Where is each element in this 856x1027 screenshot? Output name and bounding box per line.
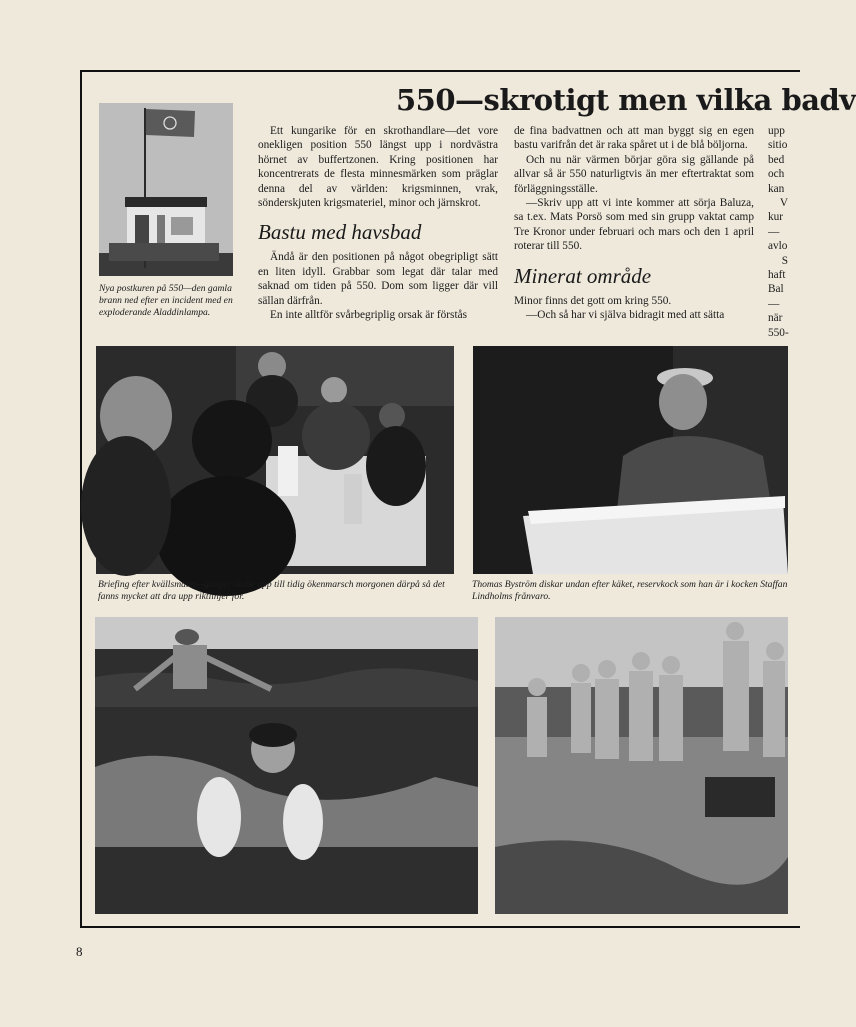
line-fragment: haft <box>768 269 786 282</box>
line-fragment: när <box>768 312 783 325</box>
line-fragment: 550- <box>768 326 789 339</box>
line-fragment: avlo <box>768 240 788 253</box>
line-fragment: bed <box>768 153 785 166</box>
paragraph: Ändå är den positionen på något obegripligt sätt en liten idyll. Grabbar som legat där talar med saknad om tiden på 550. Dom som ligger där vill sällan därfrån. <box>258 251 498 307</box>
line-fragment: S <box>781 254 788 267</box>
paragraph: de fina badvattnen och att man byggt sig en egen bastu varifrån det är raka spåret ut i de blå böljorna. <box>514 125 754 152</box>
caption-dishwashing: Thomas Byström diskar undan efter käket, reservkock som han är i kocken Staffan Lindholms frånvaro. <box>472 579 788 602</box>
article-title: 550—skrotigt men vilka badv <box>396 83 856 117</box>
photo-dishwashing <box>473 346 788 574</box>
line-fragment: och <box>768 168 785 181</box>
subheading-minerat: Minerat område <box>514 263 652 288</box>
line-fragment: kur <box>768 211 784 224</box>
article-column-2 <box>514 124 754 322</box>
line-fragment: V <box>779 197 788 210</box>
line-fragment: sitio <box>768 139 788 152</box>
page-number: 8 <box>76 944 83 959</box>
line-fragment: kan <box>768 182 785 195</box>
line-fragment: Bal <box>768 283 784 296</box>
article-column-3-cut <box>768 124 788 340</box>
paragraph: Och nu när värmen börjar göra sig gällande på allvar så är 550 naturligtvis än mer eftertraktat som förläggningsställe. <box>514 153 754 195</box>
caption-post-hut: Nya postkuren på 550—den gamla brann ned efter en incident med en exploderande Aladdinlampa. <box>99 283 233 318</box>
paragraph: Minor finns det gott om kring 550. <box>514 294 672 307</box>
line-fragment: upp <box>768 125 785 137</box>
line-fragment: — <box>768 225 780 238</box>
photo-post-hut <box>99 103 233 276</box>
photo-swimming <box>95 617 478 914</box>
subheading-bastu: Bastu med havsbad <box>258 220 422 245</box>
article-column-1 <box>258 124 498 322</box>
paragraph: —Skriv upp att vi inte kommer att sörja Baluza, sa t.ex. Mats Porsö som med sin grupp vaktat camp Tre Kronor under februari och mars och den 1 april roterar till 550. <box>514 197 754 253</box>
line-fragment: — <box>768 297 780 310</box>
paragraph-intro: Ett kungarike för en skrothandlare—det vore onekligen position 550 längst upp i nordvästra hörnet av buffertzonen. Kring positionen har koncentrerats de flesta minnesmärken som präglar denna del av världen: krigsminnen, vrak, sönderskjuten krigsmateriel, minor och järnskrot. <box>258 125 498 210</box>
paragraph: —Och så har vi själva bidragit med att sätta <box>526 309 725 322</box>
photo-briefing <box>96 346 454 574</box>
paragraph: En inte alltför svårbegriplig orsak är förstås <box>270 309 468 322</box>
caption-briefing: Briefing efter kvällsmålet—gänget skulle upp till tidig ökenmarsch morgonen därpå så det fanns mycket att dra upp riktlinjer för. <box>98 579 445 602</box>
photo-beach-group <box>495 617 788 914</box>
